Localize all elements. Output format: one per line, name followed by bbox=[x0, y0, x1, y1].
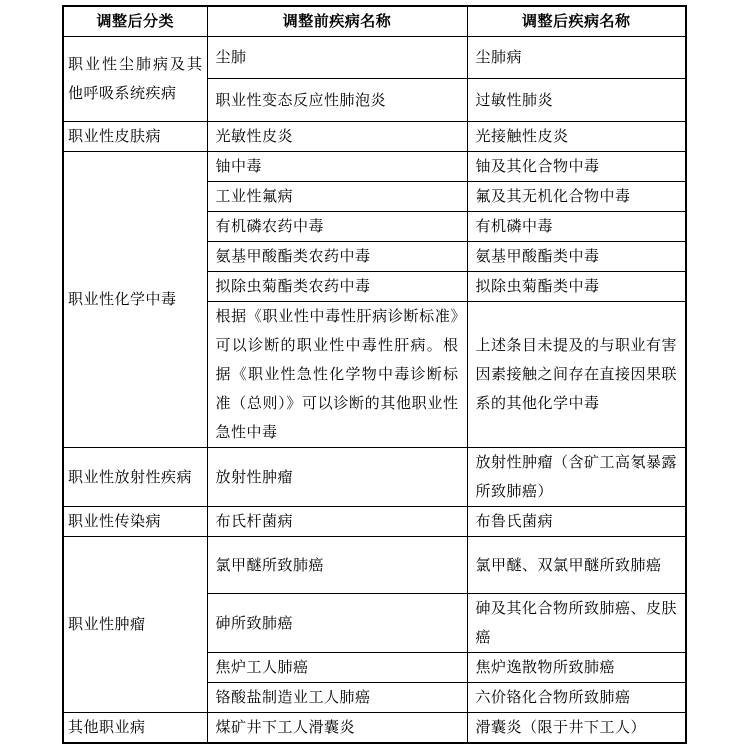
disease-before-cell: 铀中毒 bbox=[207, 152, 467, 182]
disease-before-cell: 煤矿井下工人滑囊炎 bbox=[207, 713, 467, 744]
table-row bbox=[63, 507, 686, 537]
disease-after-cell: 焦炉逸散物所致肺癌 bbox=[467, 653, 686, 683]
category-cell: 职业性尘肺病及其他呼吸系统疾病 bbox=[63, 37, 207, 122]
header-before: 调整前疾病名称 bbox=[207, 6, 467, 37]
disease-after-cell: 滑囊炎（限于井下工人） bbox=[467, 713, 686, 744]
disease-before-cell: 尘肺 bbox=[207, 37, 467, 79]
category-cell: 职业性放射性疾病 bbox=[63, 448, 207, 507]
header-category: 调整后分类 bbox=[63, 6, 207, 37]
disease-before-cell: 有机磷农药中毒 bbox=[207, 212, 467, 242]
disease-after-cell: 光接触性皮炎 bbox=[467, 122, 686, 152]
disease-after-cell: 过敏性肺炎 bbox=[467, 79, 686, 122]
disease-after-cell: 氟及其无机化合物中毒 bbox=[467, 182, 686, 212]
disease-after-cell: 放射性肿瘤（含矿工高氡暴露所致肺癌） bbox=[467, 448, 686, 507]
disease-after-cell: 拟除虫菊酯类中毒 bbox=[467, 272, 686, 302]
disease-before-cell: 铬酸盐制造业工人肺癌 bbox=[207, 683, 467, 713]
table-row bbox=[63, 37, 686, 79]
disease-adjustment-table bbox=[62, 5, 687, 744]
disease-after-cell: 氯甲醚、双氯甲醚所致肺癌 bbox=[467, 537, 686, 594]
header-row bbox=[63, 6, 686, 37]
disease-before-cell: 氨基甲酸酯类农药中毒 bbox=[207, 242, 467, 272]
disease-after-cell: 有机磷中毒 bbox=[467, 212, 686, 242]
category-cell: 职业性传染病 bbox=[63, 507, 207, 537]
disease-before-cell: 职业性变态反应性肺泡炎 bbox=[207, 79, 467, 122]
disease-before-cell: 砷所致肺癌 bbox=[207, 594, 467, 653]
disease-before-cell: 拟除虫菊酯类农药中毒 bbox=[207, 272, 467, 302]
disease-after-cell: 铀及其化合物中毒 bbox=[467, 152, 686, 182]
header-after: 调整后疾病名称 bbox=[467, 6, 686, 37]
table-row bbox=[63, 537, 686, 594]
disease-after-cell: 氨基甲酸酯类中毒 bbox=[467, 242, 686, 272]
category-cell: 职业性化学中毒 bbox=[63, 152, 207, 448]
disease-after-cell: 上述条目未提及的与职业有害因素接触之间存在直接因果联系的其他化学中毒 bbox=[467, 302, 686, 448]
disease-before-cell: 焦炉工人肺癌 bbox=[207, 653, 467, 683]
table-row bbox=[63, 122, 686, 152]
table-row bbox=[63, 713, 686, 744]
disease-before-cell: 放射性肿瘤 bbox=[207, 448, 467, 507]
category-cell: 其他职业病 bbox=[63, 713, 207, 744]
disease-before-cell: 工业性氟病 bbox=[207, 182, 467, 212]
disease-after-cell: 尘肺病 bbox=[467, 37, 686, 79]
table-row bbox=[63, 152, 686, 182]
disease-before-cell: 氯甲醚所致肺癌 bbox=[207, 537, 467, 594]
category-cell: 职业性皮肤病 bbox=[63, 122, 207, 152]
disease-after-cell: 砷及其化合物所致肺癌、皮肤癌 bbox=[467, 594, 686, 653]
disease-before-cell: 布氏杆菌病 bbox=[207, 507, 467, 537]
disease-after-cell: 六价铬化合物所致肺癌 bbox=[467, 683, 686, 713]
category-cell: 职业性肿瘤 bbox=[63, 537, 207, 713]
table-row bbox=[63, 448, 686, 507]
disease-before-cell: 光敏性皮炎 bbox=[207, 122, 467, 152]
disease-before-cell: 根据《职业性中毒性肝病诊断标准》可以诊断的职业性中毒性肝病。根据《职业性急性化学物中毒诊断标准（总则）》可以诊断的其他职业性急性中毒 bbox=[207, 302, 467, 448]
disease-after-cell: 布鲁氏菌病 bbox=[467, 507, 686, 537]
